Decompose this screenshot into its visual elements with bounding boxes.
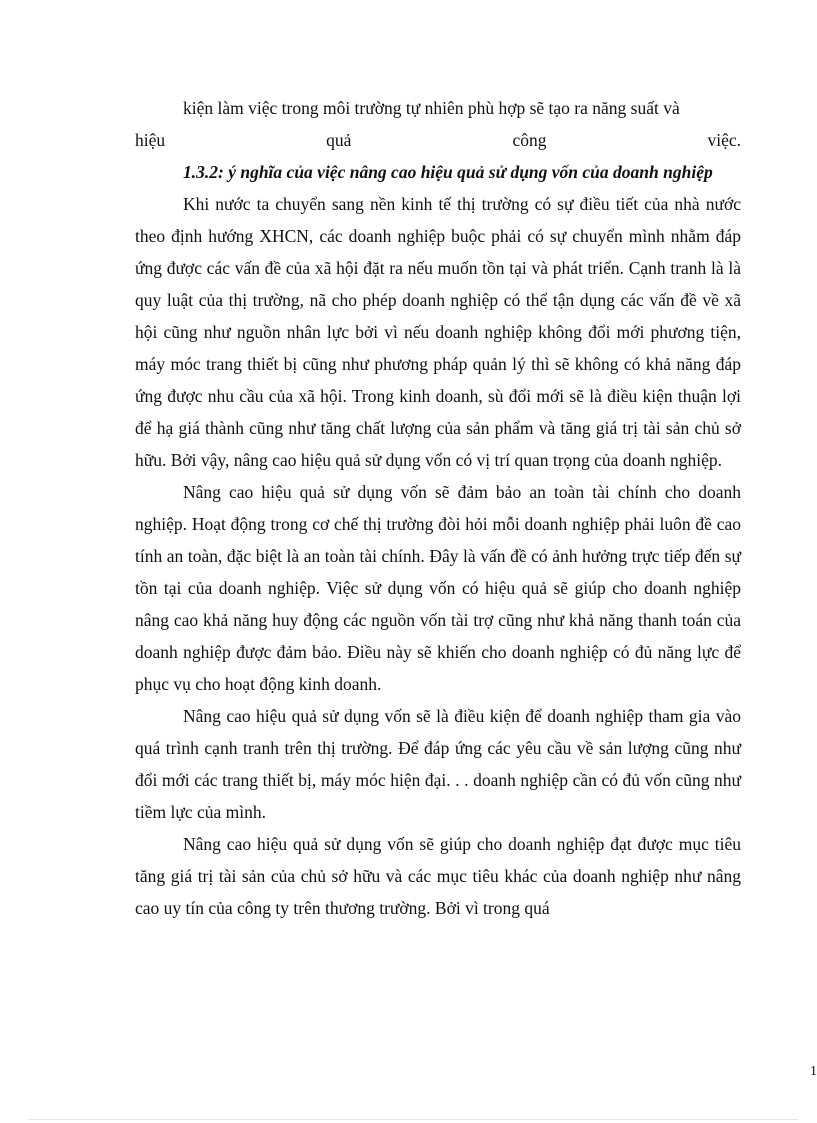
paragraph-4: Nâng cao hiệu quả sử dụng vốn sẽ giúp cho doanh nghiệp đạt được mục tiêu tăng giá trị tài sản của chủ sở hữu và các mục tiêu khác của doanh nghiệp như nâng cao uy tín của công ty trên thương trường. Bởi vì trong quá (135, 834, 741, 918)
paragraph-1: Khi nước ta chuyển sang nền kinh tế thị trường có sự điều tiết của nhà nước theo định hướng XHCN, các doanh nghiệp buộc phải có sự chuyển mình nhằm đáp ứng được các vấn đề của xã hội đặt ra nếu muốn tồn tại và phát triển. Cạnh tranh là là quy luật của thị trường, nã cho phép doanh nghiệp có thể tận dụng các vấn đề về xã hội cũng như nguồn nhân lực bởi vì nếu doanh nghiệp không đổi mới phương tiện, máy móc trang thiết bị cũng như phương pháp quản lý thì sẽ không có khả năng đáp ứng được nhu cầu của xã hội. Trong kinh doanh, sù đổi mới sẽ là điều kiện thuận lợi để hạ giá thành cũng như tăng chất lượng của sản phẩm và tăng giá trị tài sản chủ sở hữu. Bởi vậy, nâng cao hiệu quả sử dụng vốn có vị trí quan trọng của doanh nghiệp. (135, 194, 741, 470)
page-number: 1 (810, 1064, 817, 1079)
section-heading: 1.3.2: ý nghĩa của việc nâng cao hiệu quả sử dụng vốn của doanh nghiệp (183, 162, 713, 182)
paragraph-2: Nâng cao hiệu quả sử dụng vốn sẽ đảm bảo an toàn tài chính cho doanh nghiệp. Hoạt động trong cơ chế thị trường đòi hỏi mỗi doanh nghiệp phải luôn đề cao tính an toàn, đặc biệt là an toàn tài chính. Đây là vấn đề có ảnh hưởng trực tiếp đến sự tồn tại của doanh nghiệp. Việc sử dụng vốn có hiệu quả sẽ giúp cho doanh nghiệp nâng cao khả năng huy động các nguồn vốn tài trợ cũng như khả năng thanh toán của doanh nghiệp được đảm bảo. Điều này sẽ khiến cho doanh nghiệp có đủ năng lực để phục vụ cho hoạt động kinh doanh. (135, 482, 741, 694)
paragraph-3: Nâng cao hiệu quả sử dụng vốn sẽ là điều kiện để doanh nghiệp tham gia vào quá trình cạnh tranh trên thị trường. Để đáp ứng các yêu cầu về sản lượng cũng như đổi mới các trang thiết bị, máy móc hiện đại. . . doanh nghiệp cần có đủ vốn cũng như tiềm lực của mình. (135, 706, 741, 822)
page-bottom-edge (28, 1119, 798, 1120)
continuation-line-1: kiện làm việc trong môi trường tự nhiên phù hợp sẽ tạo ra năng suất và (183, 98, 680, 118)
page-body (135, 92, 741, 924)
continuation-line-2: hiệu quả công việc. (135, 130, 741, 150)
